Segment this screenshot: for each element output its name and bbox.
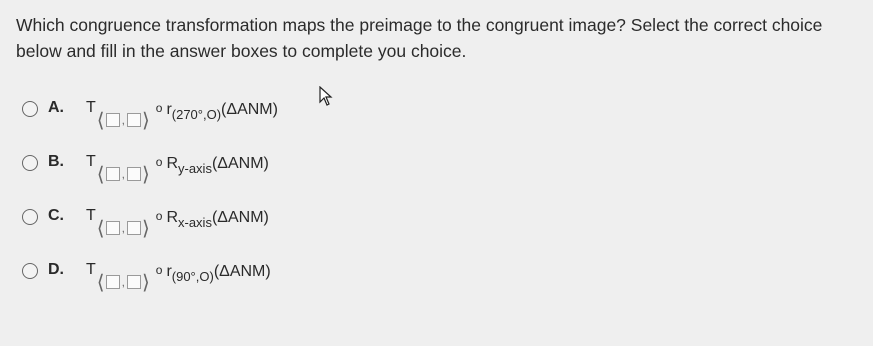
radio-choice-a[interactable]	[22, 101, 38, 117]
comma: ,	[121, 275, 125, 289]
translation-symbol: T	[86, 153, 96, 170]
translation-symbol: T	[86, 99, 96, 116]
choice-letter: C.	[48, 207, 64, 224]
triangle-label: (ΔANM)	[211, 155, 269, 172]
composition-symbol: o	[155, 209, 163, 223]
left-angle-bracket: ⟨	[96, 216, 105, 240]
choice-b[interactable]	[22, 150, 622, 204]
right-angle-bracket: ⟩	[141, 270, 150, 294]
translation-vector	[97, 163, 150, 185]
composition-symbol: o	[155, 263, 163, 277]
translation-vector	[97, 271, 150, 293]
answer-box-y[interactable]	[127, 221, 141, 235]
choice-expression	[86, 150, 269, 190]
triangle-label: (ΔANM)	[211, 209, 269, 226]
transformation-symbol: $r_{(90^\circ,O)}$	[166, 263, 214, 284]
composition-symbol: o	[155, 101, 163, 115]
mouse-pointer-icon	[319, 86, 333, 106]
choice-letter: B.	[48, 153, 64, 170]
choice-d[interactable]	[22, 258, 622, 312]
right-angle-bracket: ⟩	[141, 108, 150, 132]
left-angle-bracket: ⟨	[96, 270, 105, 294]
transformation-symbol: $R_{x-axis}$	[166, 209, 212, 230]
radio-choice-d[interactable]	[22, 263, 38, 279]
right-angle-bracket: ⟩	[141, 216, 150, 240]
radio-choice-c[interactable]	[22, 209, 38, 225]
comma: ,	[121, 113, 125, 127]
answer-box-x[interactable]	[106, 221, 120, 235]
translation-symbol: T	[86, 261, 96, 278]
answer-box-x[interactable]	[106, 167, 120, 181]
answer-box-x[interactable]	[106, 113, 120, 127]
choice-c[interactable]	[22, 204, 622, 258]
right-angle-bracket: ⟩	[141, 162, 150, 186]
answer-box-y[interactable]	[127, 275, 141, 289]
radio-choice-b[interactable]	[22, 155, 38, 171]
choice-expression	[86, 96, 278, 136]
answer-box-y[interactable]	[127, 113, 141, 127]
left-angle-bracket: ⟨	[96, 162, 105, 186]
comma: ,	[121, 167, 125, 181]
choice-letter: D.	[48, 261, 64, 278]
transformation-symbol: $r_{(270^\circ,O)}$	[166, 101, 222, 122]
translation-vector	[97, 109, 150, 131]
question-text: Which congruence transformation maps the preimage to the congruent image? Select the correct choice below and fill in the answer boxes to complete you choice.	[16, 15, 823, 61]
answer-box-x[interactable]	[106, 275, 120, 289]
choice-letter: A.	[48, 99, 64, 116]
composition-symbol: o	[155, 155, 163, 169]
choice-list	[22, 96, 622, 312]
comma: ,	[121, 221, 125, 235]
triangle-label: (ΔANM)	[221, 101, 278, 118]
triangle-label: (ΔANM)	[213, 263, 271, 280]
translation-symbol: T	[86, 207, 96, 224]
transformation-symbol: $R_{y-axis}$	[166, 155, 212, 176]
answer-box-y[interactable]	[127, 167, 141, 181]
choice-expression	[86, 204, 269, 244]
choice-expression	[86, 258, 271, 298]
left-angle-bracket: ⟨	[96, 108, 105, 132]
translation-vector	[97, 217, 150, 239]
